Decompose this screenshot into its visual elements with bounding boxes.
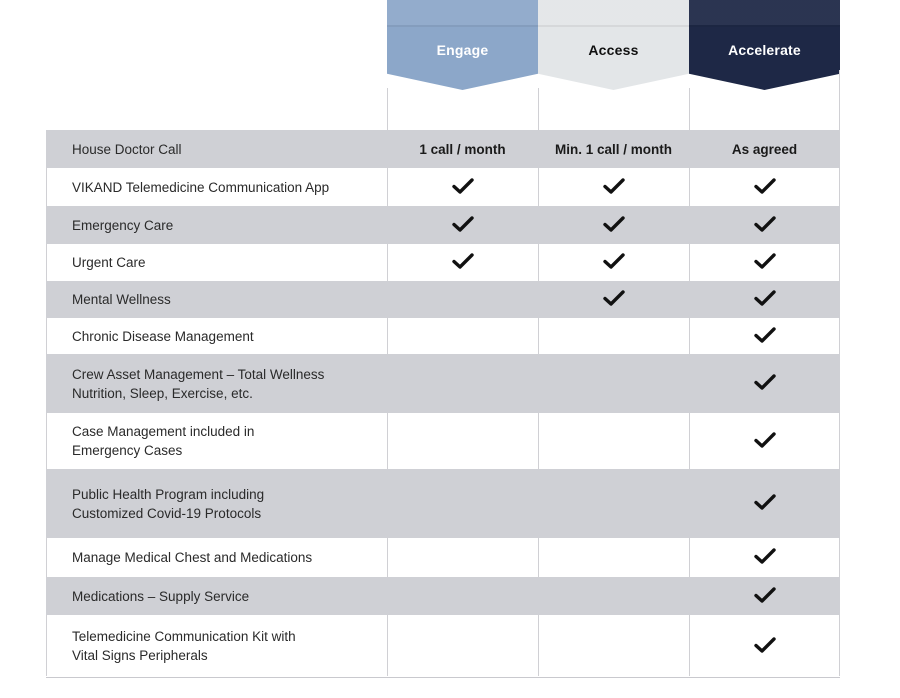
table-row bbox=[46, 577, 840, 615]
table-row bbox=[46, 538, 840, 577]
check-icon bbox=[754, 177, 776, 195]
cell-included bbox=[387, 177, 538, 198]
cell-value: As agreed bbox=[731, 141, 798, 157]
check-icon bbox=[754, 636, 776, 654]
table-row bbox=[46, 281, 840, 318]
table-row bbox=[46, 168, 840, 206]
table-row bbox=[46, 206, 840, 244]
table-row bbox=[46, 130, 840, 168]
cell-included bbox=[538, 177, 689, 198]
cell-included bbox=[689, 547, 840, 568]
feature-table bbox=[46, 130, 840, 678]
feature-label: Telemedicine Communication Kit with Vital Signs Peripherals bbox=[72, 629, 296, 663]
check-icon bbox=[603, 177, 625, 195]
table-row bbox=[46, 318, 840, 354]
plan-label: Access bbox=[588, 42, 639, 58]
cell-included bbox=[689, 215, 840, 236]
cell-included bbox=[538, 215, 689, 236]
check-icon bbox=[754, 431, 776, 449]
plan-header-engage bbox=[387, 0, 538, 90]
plan-header-accelerate bbox=[689, 0, 840, 90]
cell-included bbox=[689, 326, 840, 347]
cell-value: 1 call / month bbox=[419, 141, 506, 157]
feature-label: Medications – Supply Service bbox=[72, 588, 250, 604]
cell-included bbox=[689, 252, 840, 273]
plan-label: Accelerate bbox=[728, 42, 801, 58]
cell-included bbox=[387, 215, 538, 236]
feature-label: Emergency Care bbox=[72, 217, 174, 233]
cell-included bbox=[689, 493, 840, 514]
cell-included bbox=[689, 586, 840, 607]
table-row bbox=[46, 244, 840, 281]
feature-label: House Doctor Call bbox=[72, 141, 182, 157]
check-icon bbox=[754, 326, 776, 344]
plan-header-access bbox=[538, 0, 689, 90]
check-icon bbox=[754, 547, 776, 565]
cell-value: Min. 1 call / month bbox=[554, 141, 672, 157]
feature-label: Mental Wellness bbox=[72, 292, 171, 307]
feature-label: Urgent Care bbox=[72, 255, 146, 270]
cell-included bbox=[689, 636, 840, 657]
cell-included bbox=[538, 289, 689, 310]
feature-label: Case Management included in Emergency Cases bbox=[72, 424, 255, 458]
feature-label: Crew Asset Management – Total Wellness Nutrition, Sleep, Exercise, etc. bbox=[72, 366, 325, 401]
check-icon bbox=[754, 493, 776, 511]
feature-label: Chronic Disease Management bbox=[72, 328, 254, 344]
table-row bbox=[46, 469, 840, 538]
cell-included bbox=[538, 252, 689, 273]
cell-included bbox=[689, 431, 840, 452]
check-icon bbox=[452, 215, 474, 233]
check-icon bbox=[754, 215, 776, 233]
cell-included bbox=[689, 177, 840, 198]
table-row bbox=[46, 615, 840, 677]
feature-label: Manage Medical Chest and Medications bbox=[72, 550, 313, 565]
table-row bbox=[46, 354, 840, 413]
cell-included bbox=[689, 373, 840, 394]
check-icon bbox=[603, 215, 625, 233]
cell-included bbox=[689, 289, 840, 310]
feature-label: Public Health Program including Customized Covid-19 Protocols bbox=[72, 486, 265, 521]
feature-label: VIKAND Telemedicine Communication App bbox=[72, 179, 330, 195]
check-icon bbox=[754, 586, 776, 604]
check-icon bbox=[603, 252, 625, 270]
table-row bbox=[46, 413, 840, 469]
check-icon bbox=[754, 289, 776, 307]
plan-label: Engage bbox=[436, 42, 489, 58]
check-icon bbox=[754, 373, 776, 391]
check-icon bbox=[452, 252, 474, 270]
check-icon bbox=[603, 289, 625, 307]
check-icon bbox=[452, 177, 474, 195]
cell-included bbox=[387, 252, 538, 273]
check-icon bbox=[754, 252, 776, 270]
